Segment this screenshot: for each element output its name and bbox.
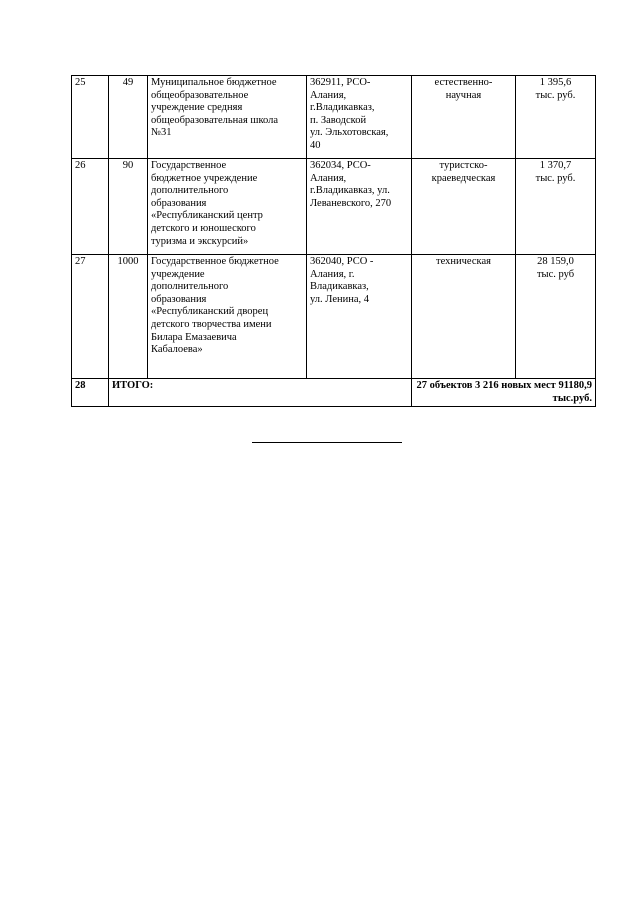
row-number: 26: [72, 159, 109, 255]
institution-name: Государственное бюджетное учреждение дополнительного образования «Республиканский дворец детского творчества имени Билара Емазаевича Кабалоева»: [148, 255, 307, 379]
table-row: [72, 159, 596, 255]
direction: техническая: [412, 255, 516, 379]
end-of-document-rule: [252, 442, 402, 443]
row-number: 28: [72, 379, 109, 407]
institution-address: 362034, РСО- Алания, г.Владикавказ, ул. Леваневского, 270: [307, 159, 412, 255]
institution-name: Муниципальное бюджетное общеобразовательное учреждение средняя общеобразовательная школа №31: [148, 76, 307, 159]
institution-address: 362040, РСО - Алания, г. Владикавказ, ул. Ленина, 4: [307, 255, 412, 379]
row-number: 27: [72, 255, 109, 379]
funding-amount: 1 370,7 тыс. руб.: [516, 159, 596, 255]
table-row: [72, 255, 596, 379]
total-summary: 27 объектов 3 216 новых мест 91180,9 тыс.руб.: [412, 379, 596, 407]
places-count: 90: [109, 159, 148, 255]
institution-name: Государственное бюджетное учреждение дополнительного образования «Республиканский центр детского и юношеского туризма и экскурсий»: [148, 159, 307, 255]
direction: туристско- краеведческая: [412, 159, 516, 255]
objects-table: [71, 75, 596, 407]
funding-amount: 28 159,0 тыс. руб: [516, 255, 596, 379]
places-count: 1000: [109, 255, 148, 379]
direction: естественно- научная: [412, 76, 516, 159]
total-label: ИТОГО:: [109, 379, 412, 407]
total-row: [72, 379, 596, 407]
row-number: 25: [72, 76, 109, 159]
places-count: 49: [109, 76, 148, 159]
table-row: [72, 76, 596, 159]
funding-amount: 1 395,6 тыс. руб.: [516, 76, 596, 159]
institution-address: 362911, РСО- Алания, г.Владикавказ, п. Заводской ул. Эльхотовская, 40: [307, 76, 412, 159]
